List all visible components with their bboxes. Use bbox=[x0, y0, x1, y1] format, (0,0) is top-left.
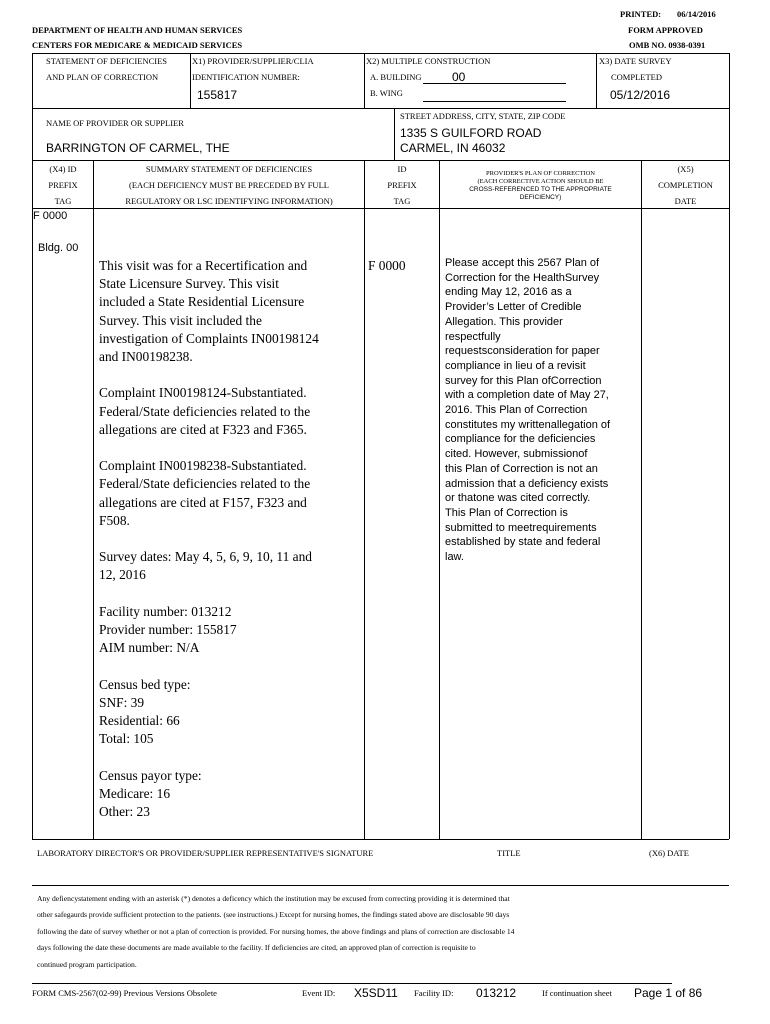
building-value: 00 bbox=[452, 70, 466, 84]
x5-header-line3: DATE bbox=[674, 196, 697, 206]
provider-name-value: BARRINGTON OF CARMEL, THE bbox=[46, 141, 230, 155]
x5-header-line2: COMPLETION bbox=[658, 180, 713, 190]
facility-id-value: 013212 bbox=[476, 986, 517, 1000]
id-header-line3: TAG bbox=[393, 196, 411, 206]
plan-header-line4: DEFICIENCY) bbox=[519, 194, 562, 201]
provider-id-label-line2: IDENTIFICATION NUMBER: bbox=[192, 72, 300, 82]
summary-header-line3: REGULATORY OR LSC IDENTIFYING INFORMATION) bbox=[125, 196, 333, 206]
form-approved: FORM APPROVED bbox=[628, 25, 703, 35]
page-number: Page 1 of 86 bbox=[634, 986, 703, 1000]
id-header-line2: PREFIX bbox=[387, 180, 417, 190]
plan-id-tag: F 0000 bbox=[368, 258, 406, 273]
address-line1: 1335 S GUILFORD ROAD bbox=[400, 126, 542, 140]
address-label: STREET ADDRESS, CITY, STATE, ZIP CODE bbox=[400, 111, 566, 121]
title-label: TITLE bbox=[497, 848, 521, 858]
centers-title: CENTERS FOR MEDICARE & MEDICAID SERVICES bbox=[32, 40, 243, 50]
building-label: A. BUILDING bbox=[370, 72, 422, 82]
date-survey-label-line2: COMPLETED bbox=[611, 72, 662, 82]
summary-header-line1: SUMMARY STATEMENT OF DEFICIENCIES bbox=[145, 164, 313, 174]
address-line2: CARMEL, IN 46032 bbox=[400, 141, 506, 155]
signature-label: LABORATORY DIRECTOR'S OR PROVIDER/SUPPLIER REPRESENTATIVE'S SIGNATURE bbox=[37, 848, 374, 858]
disclaimer-text: Any defiencystatement ending with an asterisk (*) denotes a deficency which the institution may be excused from correcting providing it is determined that other safegaurds provide sufficient protection to the patients. (see instructions.) Except for nursing homes, the findings stated above are disclosable 90 days following the date of survey whether or not a plan of correction is provided. For nursing homes, the above findings and plans of correction are disclosable 14 days following the date these documents are made available to the facility. If deficiencies are cited, an approved plan of correction is requisite to continued program participation. bbox=[37, 894, 515, 969]
facility-id-label: Facility ID: bbox=[414, 988, 454, 998]
multiple-construction-label: X2) MULTIPLE CONSTRUCTION bbox=[366, 56, 491, 66]
x4-header-line2: PREFIX bbox=[48, 180, 78, 190]
building-tag: Bldg. 00 bbox=[38, 242, 79, 254]
deficiency-tag: F 0000 bbox=[33, 210, 68, 222]
summary-header-line2: (EACH DEFICIENCY MUST BE PRECEDED BY FULL bbox=[129, 180, 329, 190]
printed-label: PRINTED: bbox=[620, 9, 662, 19]
id-header-line1: ID bbox=[397, 164, 407, 174]
statement-label-line1: STATEMENT OF DEFICIENCIES bbox=[46, 56, 168, 66]
form-number: FORM CMS-2567(02-99) Previous Versions Obsolete bbox=[32, 988, 217, 998]
x6-date-label: (X6) DATE bbox=[649, 848, 689, 858]
plan-header-line1: PROVIDER'S PLAN OF CORRECTION bbox=[486, 170, 595, 177]
statement-label-line2: AND PLAN OF CORRECTION bbox=[46, 72, 159, 82]
x4-header-line3: TAG bbox=[54, 196, 72, 206]
x5-header-line1: (X5) bbox=[677, 164, 694, 174]
plan-header-line3: CROSS-REFERENCED TO THE APPROPRIATE bbox=[469, 186, 612, 193]
department-title: DEPARTMENT OF HEALTH AND HUMAN SERVICES bbox=[32, 25, 243, 35]
omb-number: OMB NO. 0938-0391 bbox=[629, 40, 706, 50]
wing-label: B. WING bbox=[370, 88, 403, 98]
provider-name-label: NAME OF PROVIDER OR SUPPLIER bbox=[46, 118, 184, 128]
printed-date: 06/14/2016 bbox=[677, 9, 716, 19]
x4-header-line1: (X4) ID bbox=[49, 164, 77, 174]
event-id-value: X5SD11 bbox=[354, 986, 398, 1000]
summary-statement: This visit was for a Recertification and State Licensure Survey. This visit included a State Residential Licensure Survey. This visit included the investigation of Complaints IN00198124 and IN00198238. Complaint IN00198124-Substantiated. Federal/State deficiencies related to the allegations are cited at F323 and F365. Complaint IN00198238-Substantiated. Federal/State deficiencies related to the allegations are cited at F157, F323 and F508. Survey dates: May 4, 5, 6, 9, 10, 11 and 12, 2016 Facility number: 013212 Provider number: 155817 AIM number: N/A Census bed type: SNF: 39 Residential: 66 Total: 105 Census payor type: Medicare: 16 Other: 23 bbox=[99, 258, 319, 820]
plan-of-correction: Please accept this 2567 Plan of Correction for the HealthSurvey ending May 12, 2016 as a Provider’s Letter of Credible Allegation. This provider respectfully requestsconsideration for paper compliance in lieu of a revisit survey for this Plan ofCorrection with a completion date of May 27, 2016. This Plan of Correction constitutes my writtenallegation of compliance for the deficiencies cited. However, submissionof this Plan of Correction is not an admission that a deficiency exists or thatone was cited correctly. This Plan of Correction is submitted to meetrequirements established by state and federal law. bbox=[445, 257, 611, 564]
provider-id-value: 155817 bbox=[197, 88, 238, 102]
plan-header-line2: (EACH CORRECTIVE ACTION SHOULD BE bbox=[477, 178, 604, 185]
event-id-label: Event ID: bbox=[302, 988, 336, 998]
provider-id-label-line1: X1) PROVIDER/SUPPLIER/CLIA bbox=[192, 56, 314, 66]
date-survey-label-line1: X3) DATE SURVEY bbox=[599, 56, 672, 66]
continuation-label: If continuation sheet bbox=[542, 988, 612, 998]
date-survey-value: 05/12/2016 bbox=[610, 88, 671, 102]
